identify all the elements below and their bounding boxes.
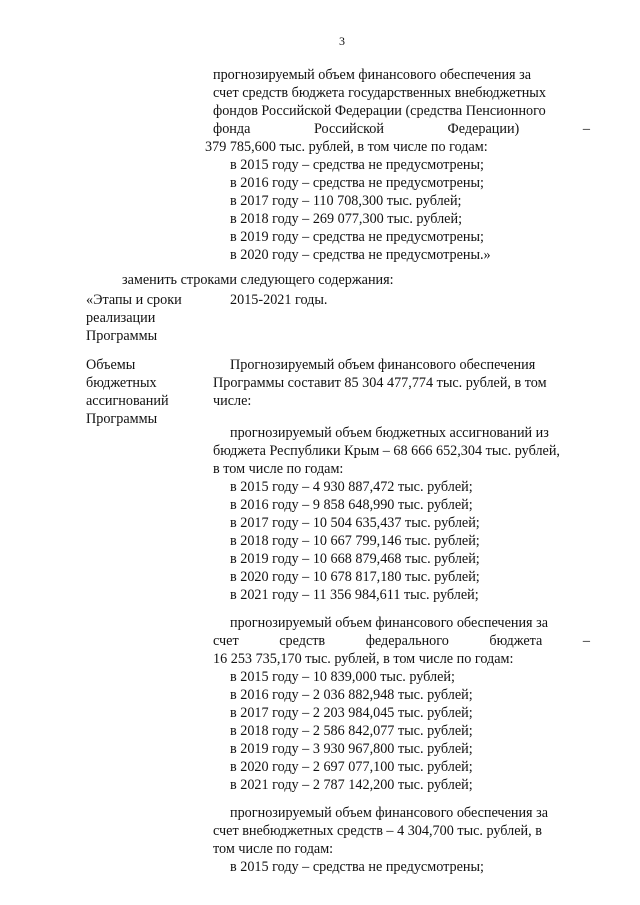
stages-value: 2015-2021 годы. — [230, 292, 328, 308]
federal-year-2018: в 2018 году – 2 586 842,077 тыс. рублей; — [230, 723, 473, 739]
word: средств — [279, 633, 326, 649]
word: федерального — [365, 633, 449, 649]
top-split-line — [213, 120, 590, 138]
word: Российской — [314, 121, 384, 137]
crimea-year-2016: в 2016 году – 9 858 648,990 тыс. рублей; — [230, 497, 473, 513]
word: – — [582, 633, 590, 649]
word: фонда — [213, 121, 251, 137]
extrabudget-line-3: том числе по годам: — [213, 841, 334, 857]
text: Прогнозируемый объем финансового обеспечения — [230, 357, 536, 373]
top-year-2017: в 2017 году – 110 708,300 тыс. рублей; — [230, 193, 462, 209]
top-intro-line-3: фондов Российской Федерации (средства Пенсионного — [213, 103, 546, 119]
crimea-line-3: в том числе по годам: — [213, 461, 344, 477]
text: прогнозируемый объем финансового обеспечения за — [213, 67, 532, 83]
federal-year-2017: в 2017 году – 2 203 984,045 тыс. рублей; — [230, 705, 473, 721]
crimea-line-1: прогнозируемый объем бюджетных ассигнований из — [230, 425, 549, 441]
word: Федерации) — [447, 121, 520, 137]
stages-label-3: Программы — [86, 328, 158, 344]
federal-year-2016: в 2016 году – 2 036 882,948 тыс. рублей; — [230, 687, 473, 703]
federal-total-line: 16 253 735,170 тыс. рублей, в том числе по годам: — [213, 651, 514, 667]
volumes-label-3: ассигнований — [86, 393, 169, 409]
extrabudget-line-2: счет внебюджетных средств – 4 304,700 тыс. рублей, в — [213, 823, 542, 839]
stages-label-2: реализации — [86, 310, 156, 326]
top-year-2020: в 2020 году – средства не предусмотрены.» — [230, 247, 491, 263]
page-number: 3 — [339, 34, 345, 48]
crimea-year-2018: в 2018 году – 10 667 799,146 тыс. рублей; — [230, 533, 480, 549]
word: – — [582, 121, 590, 137]
crimea-year-2017: в 2017 году – 10 504 635,437 тыс. рублей; — [230, 515, 480, 531]
summary-line-2: Программы составит 85 304 477,774 тыс. рублей, в том — [213, 375, 547, 391]
federal-split-line — [213, 632, 590, 650]
top-year-2015: в 2015 году – средства не предусмотрены; — [230, 157, 484, 173]
federal-year-2021: в 2021 году – 2 787 142,200 тыс. рублей; — [230, 777, 473, 793]
top-year-2018: в 2018 году – 269 077,300 тыс. рублей; — [230, 211, 463, 227]
federal-year-2015: в 2015 году – 10 839,000 тыс. рублей; — [230, 669, 455, 685]
crimea-line-2: бюджета Республики Крым – 68 666 652,304 тыс. рублей, — [213, 443, 560, 459]
top-intro-line-2: счет средств бюджета государственных внебюджетных — [213, 85, 546, 101]
replace-instruction: заменить строками следующего содержания: — [122, 272, 394, 288]
stages-label-1: «Этапы и сроки — [86, 292, 182, 308]
extrabudget-year-2015: в 2015 году – средства не предусмотрены; — [230, 859, 484, 875]
top-intro-line-1 — [213, 66, 590, 84]
volumes-label-2: бюджетных — [86, 375, 157, 391]
summary-line-3: числе: — [213, 393, 252, 409]
top-total-line: 379 785,600 тыс. рублей, в том числе по годам: — [205, 139, 488, 155]
word: бюджета — [489, 633, 543, 649]
crimea-year-2020: в 2020 году – 10 678 817,180 тыс. рублей; — [230, 569, 480, 585]
volumes-label-4: Программы — [86, 411, 158, 427]
top-year-2016: в 2016 году – средства не предусмотрены; — [230, 175, 484, 191]
top-year-2019: в 2019 году – средства не предусмотрены; — [230, 229, 484, 245]
summary-line-1 — [230, 356, 590, 374]
extrabudget-line-1: прогнозируемый объем финансового обеспечения за — [230, 805, 549, 821]
federal-line-1: прогнозируемый объем финансового обеспечения за — [230, 615, 549, 631]
federal-year-2019: в 2019 году – 3 930 967,800 тыс. рублей; — [230, 741, 473, 757]
federal-year-2020: в 2020 году – 2 697 077,100 тыс. рублей; — [230, 759, 473, 775]
crimea-year-2021: в 2021 году – 11 356 984,611 тыс. рублей; — [230, 587, 479, 603]
crimea-year-2015: в 2015 году – 4 930 887,472 тыс. рублей; — [230, 479, 473, 495]
word: счет — [213, 633, 239, 649]
volumes-label-1: Объемы — [86, 357, 136, 373]
crimea-year-2019: в 2019 году – 10 668 879,468 тыс. рублей; — [230, 551, 480, 567]
